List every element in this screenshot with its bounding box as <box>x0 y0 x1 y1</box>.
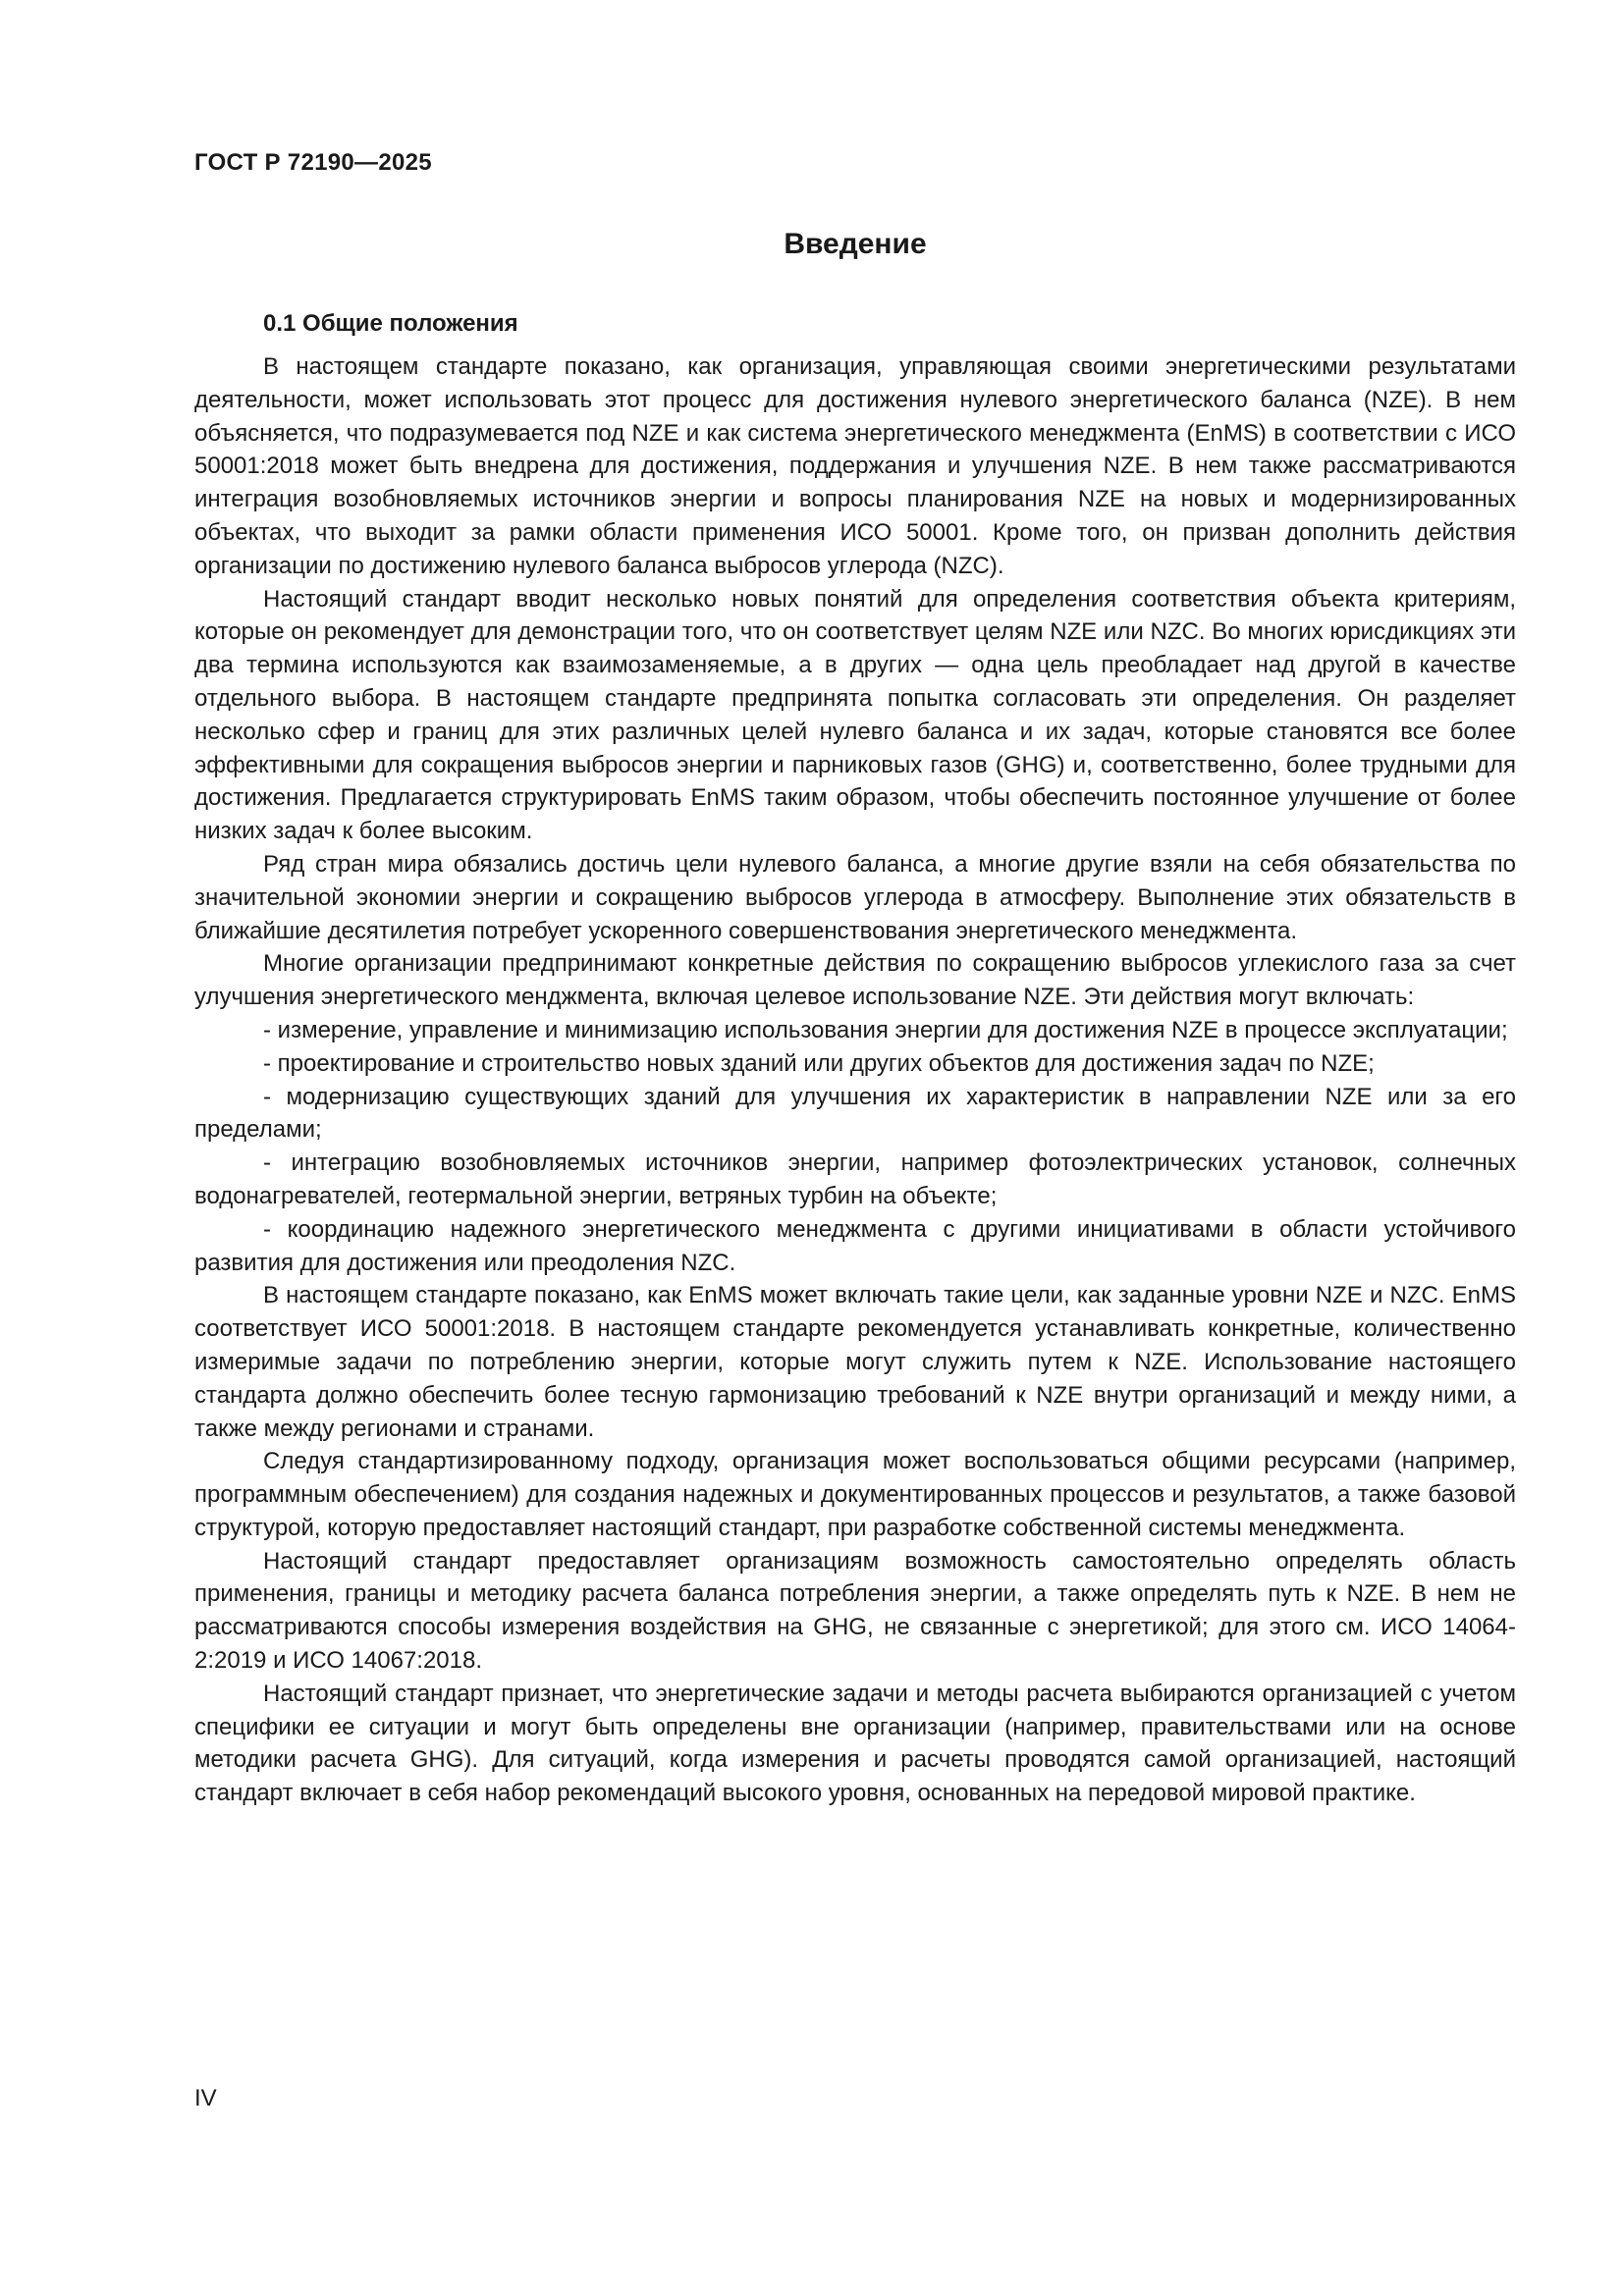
subsection-title: 0.1 Общие положения <box>263 310 518 337</box>
body-text <box>194 350 1516 1810</box>
list-item: - координацию надежного энергетического менеджмента с другими инициативами в области устойчивого развития для достижения или преодоления NZC. <box>194 1215 1516 1276</box>
paragraph: В настоящем стандарте показано, как организация, управляющая своими энергетическими результатами деятельности, может использовать этот процесс для достижения нулевого энергетического баланса (NZE). В нем объясняется, что подразумевается под NZE и как система энергетического менеджмента (EnMS) в соответствии с ИСО 50001:2018 может быть внедрена для достижения, поддержания и улучшения NZE. В нем также рассматриваются интеграция возобновляемых источников энергии и вопросы планирования NZE на новых и модернизированных объектах, что выходит за рамки области применения ИСО 50001. Кроме того, он призван дополнить действия организации по достижению нулевого баланса выбросов углерода (NZC). <box>194 353 1516 579</box>
paragraph: Следуя стандартизированному подходу, организация может воспользоваться общими ресурсами (например, программным обеспечением) для создания надежных и документированных процессов и результатов, а также базовой структурой, которую предоставляет настоящий стандарт, при разработке собственной системы менеджмента. <box>194 1448 1516 1541</box>
paragraph: Настоящий стандарт вводит несколько новых понятий для определения соответствия объекта критериям, которые он рекомендует для демонстрации того, что он соответствует целям NZE или NZC. Во многих юрисдикциях эти два термина используются как взаимозаменяемые, а в других — одна цель преобладает над другой в качестве отдельного выбора. В настоящем стандарте предпринята попытка согласовать эти определения. Он разделяет несколько сфер и границ для этих различных целей нулевго баланса и их задач, которые становятся все более эффективными для сокращения выбросов энергии и парниковых газов (GHG) и, соответственно, более трудными для достижения. Предлагается структурировать EnMS таким образом, чтобы обеспечить постоянное улучшение от более низких задач к более высоким. <box>194 585 1516 845</box>
paragraph: Настоящий стандарт признает, что энергетические задачи и методы расчета выбираются организацией с учетом специфики ее ситуации и могут быть определены вне организации (например, правительствами или на основе методики расчета GHG). Для ситуаций, когда измерения и расчеты проводятся самой организацией, настоящий стандарт включает в себя набор рекомендаций высокого уровня, основанных на передовой мировой практике. <box>194 1680 1516 1807</box>
list-item: - измерение, управление и минимизацию использования энергии для достижения NZE в процессе эксплуатации; <box>263 1016 1508 1043</box>
paragraph: Ряд стран мира обязались достичь цели нулевого баланса, а многие другие взяли на себя обязательства по значительной экономии энергии и сокращению выбросов углерода в атмосферу. Выполнение этих обязательств в ближайшие десятилетия потребует ускоренного совершенствования энергетического менеджмента. <box>194 850 1516 944</box>
paragraph: Многие организации предпринимают конкретные действия по сокращению выбросов углекислого газа за счет улучшения энергетического менджмента, включая целевое использование NZE. Эти действия могут включать: <box>194 950 1516 1011</box>
list-item: - интеграцию возобновляемых источников энергии, например фотоэлектрических установок, солнечных водонагревателей, геотермальной энергии, ветряных турбин на объекте; <box>194 1149 1516 1209</box>
paragraph: Настоящий стандарт предоставляет организациям возможность самостоятельно определять область применения, границы и методику расчета баланса потребления энергии, а также определять путь к NZE. В нем не рассматриваются способы измерения воздействия на GHG, не связанные с энергетикой; для этого см. ИСО 14064-2:2019 и ИСО 14067:2018. <box>194 1547 1516 1675</box>
list-item: - модернизацию существующих зданий для улучшения их характеристик в направлении NZE или за его пределами; <box>194 1083 1516 1144</box>
section-title: Введение <box>784 228 927 260</box>
paragraph: В настоящем стандарте показано, как EnMS может включать такие цели, как заданные уровни NZE и NZC. EnMS соответствует ИСО 50001:2018. В настоящем стандарте рекомендуется устанавливать конкретные, количественно измеримые задачи по потреблению энергии, которые могут служить путем к NZE. Использование настоящего стандарта должно обеспечить более тесную гармонизацию требований к NZE внутри организаций и между ними, а также между регионами и странами. <box>194 1282 1516 1442</box>
page-number: IV <box>194 2085 217 2111</box>
list-item: - проектирование и строительство новых зданий или других объектов для достижения задач по NZE; <box>263 1049 1375 1077</box>
document-header-id: ГОСТ Р 72190—2025 <box>194 149 432 176</box>
